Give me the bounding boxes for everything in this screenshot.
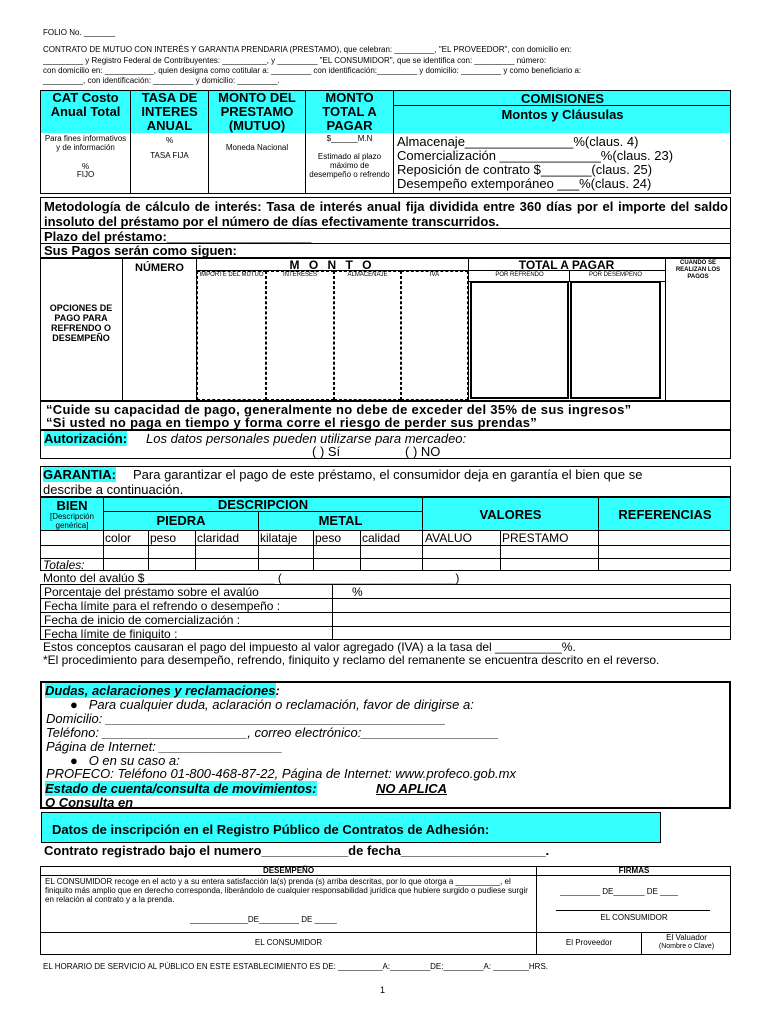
bien-header: BIEN	[56, 498, 88, 513]
col-avaluo: AVALUO	[425, 531, 472, 545]
porcentaje-pct: %	[352, 585, 363, 599]
comisiones-title: COMISIONES	[520, 91, 605, 106]
warning-capacidad: “Cuide su capacidad de pago, generalmente no debe de exceder del 35% de sus ingresos”	[46, 402, 632, 417]
por-refrendo: POR REFRENDO	[495, 272, 544, 278]
col-claridad: claridad	[197, 531, 240, 545]
totales-label: Totales:	[43, 558, 85, 572]
dudas-pagina: Página de Internet: _________________	[46, 739, 283, 754]
tasa-pct: %	[165, 136, 174, 145]
dudas-title: Dudas, aclaraciones y reclamaciones	[45, 683, 276, 698]
tasa-title: TASA DE INTERES ANUAL	[141, 90, 198, 133]
autorizacion-si[interactable]: ( ) Sí	[312, 444, 341, 459]
fecha-inicio-comercializacion: Fecha de inicio de comercialización :	[44, 613, 241, 627]
comision-reposicion: Reposición de contrato $_______(claus. 25)	[397, 162, 653, 177]
comision-desempeno: Desempeño extemporáneo ___%(claus. 24)	[397, 176, 652, 191]
bien-sub: [Descripción genérica]	[49, 512, 94, 530]
contract-line-3: con domicilio en: ___________, quien designa como cotitular a: _________ con identificación:_________ y domicilio: _________ y como beneficiario a:	[43, 66, 582, 75]
contrato-registrado: Contrato registrado bajo el numero____________de fecha____________________.	[44, 843, 550, 858]
porcentaje-prestamo: Porcentaje del préstamo sobre el avalúo	[44, 585, 259, 599]
contract-line-2: _________ y Registro Federal de Contribuyentes: __________, y _________ "EL CONSUMIDOR", que se identifica con: _________ número:	[43, 56, 547, 65]
sub-importe: IMPORTE DEL MUTUO	[199, 272, 264, 278]
total-mn: $______M.N	[326, 134, 373, 143]
dudas-domicilio: Domicilio: _______________________________________________	[46, 711, 446, 726]
col-calidad: calidad	[362, 531, 401, 545]
sub-almacenaje: ALMACENAJE	[347, 272, 388, 278]
por-refrendo-column	[470, 281, 569, 399]
registro-title: Datos de inscripción en el Registro Público de Contratos de Adhesión:	[52, 822, 490, 837]
cuando-pagos: CUANDO SE REALIZAN LOS PAGOS	[675, 260, 721, 280]
col-color: color	[105, 531, 132, 545]
firmas-header: FIRMAS	[618, 866, 650, 875]
firma-el-valuador: El Valuador	[666, 933, 707, 942]
garantia-label: GARANTIA:	[43, 467, 116, 482]
garantia-text-2: describe a continuación.	[43, 482, 184, 497]
autorizacion-label: Autorización:	[44, 431, 128, 446]
metal-header: METAL	[318, 513, 363, 528]
no-aplica: NO APLICA	[376, 781, 448, 796]
total-title: MONTO TOTAL A PAGAR	[322, 90, 377, 133]
dudas-colon: :	[275, 683, 280, 698]
valores-header: VALORES	[479, 507, 542, 522]
comision-comercializacion: Comercialización ______________%(claus. 23)	[397, 148, 674, 163]
referencias-header: REFERENCIAS	[618, 507, 712, 522]
monto-avaluo: Monto del avalúo $ ___________________ (__________________________)	[43, 571, 460, 585]
firma-el-proveedor: El Proveedor	[565, 938, 613, 947]
descripcion-header: DESCRIPCION	[217, 497, 309, 512]
consulta-en: O Consulta en_________________	[45, 795, 257, 810]
autorizacion-text: Los datos personales pueden utilizarse para mercadeo:	[146, 431, 467, 446]
comisiones-sub: Montos y Cláusulas	[501, 107, 624, 122]
desempeno-text: EL CONSUMIDOR recoge en el acto y a su entera satisfacción la(s) prenda (s) arriba descritas, por lo que otorga a __________, el finiquito más amplio que en derecho corresponda, liberándolo de cualquier responsabilidad jurídica que hubiere surgido o pudiese surgir en relación al contrato y a la prenda.	[45, 877, 528, 904]
nombre-clave: (Nombre o Clave)	[658, 943, 715, 950]
cat-pct: %	[81, 162, 90, 171]
dudas-telefono: Teléfono: ____________________, correo electrónico:___________________	[46, 725, 499, 740]
plazo: Plazo del préstamo:____________________	[44, 229, 312, 244]
col-prestamo: PRESTAMO	[502, 531, 569, 545]
warning-prendas: “Si usted no paga en tiempo y forma corre el riesgo de perder sus prendas”	[46, 415, 538, 430]
dudas-bullet-1-text: Para cualquier duda, aclaración o reclamación, favor de dirigirse a:	[88, 697, 474, 712]
monto-title: MONTO DEL PRESTAMO (MUTUO)	[218, 90, 296, 133]
cat-note: Para fines informativos y de información	[44, 134, 127, 152]
por-desempeno: POR DESEMPEÑO	[588, 272, 642, 278]
metodologia: Metodología de cálculo de interés: Tasa de interés anual fija dividida entre 360 días por el importe del saldo insoluto del préstamo por el número de días efectivamente transcurridos.	[44, 199, 728, 229]
desempeno-header: DESEMPEÑO	[262, 866, 315, 875]
col-peso-metal: peso	[315, 531, 342, 545]
fecha-limite-finiquito: Fecha límite de finiquito :	[44, 627, 178, 641]
tasa-fija: TASA FIJA	[150, 151, 189, 160]
folio: FOLIO No. _______	[43, 28, 116, 37]
por-desempeno-column	[570, 281, 661, 399]
profeco-text: PROFECO: Teléfono 01-800-468-87-22, Página de Internet: www.profeco.gob.mx	[46, 766, 516, 781]
firma-el-consumidor: EL CONSUMIDOR	[600, 913, 668, 922]
contract-line-4: _________, con identificación: _________ y domicilio: _________.	[43, 76, 280, 85]
dudas-bullet-1: ● Para cualquier duda, aclaración o reclamación, favor de dirigirse a:	[70, 697, 474, 712]
col-kilataje: kilataje	[260, 531, 298, 545]
pagos-title: Sus Pagos serán como siguen:	[44, 243, 237, 258]
cat-title: CAT Costo Anual Total	[50, 90, 121, 119]
monto-header: M O N T O	[289, 258, 375, 272]
col-peso-piedra: peso	[150, 531, 177, 545]
monto-nota: Moneda Nacional	[225, 143, 289, 152]
fecha-limite-refrendo: Fecha límite para el refrendo o desempeño :	[44, 599, 281, 613]
iva-text: Estos conceptos causaran el pago del impuesto al valor agregado (IVA) a la tasa del __________%.	[43, 640, 576, 654]
sub-iva: IVA	[429, 272, 440, 278]
dudas-bullet-2-text: O en su caso a:	[88, 753, 180, 768]
numero-header: NÚMERO	[135, 262, 184, 274]
procedimiento-text: *El procedimiento para desempeño, refrendo, finiquito y reclamo del remanente se encuentra descrito en el reverso.	[43, 653, 660, 667]
dudas-title-wrap	[45, 683, 280, 698]
cat-fijo: FIJO	[76, 170, 95, 179]
total-nota: Estimado al plazo máximo de desempeño o refrendo	[309, 152, 390, 179]
contract-line-1: CONTRATO DE MUTUO CON INTERÉS Y GARANTIA PRENDARIA (PRESTAMO), que celebran: _________, "EL PROVEEDOR", con domicilio en:	[43, 45, 572, 54]
sub-intereses: INTERESES	[282, 272, 317, 278]
page-number: 1	[380, 985, 386, 995]
total-a-pagar-header: TOTAL A PAGAR	[518, 258, 615, 272]
opciones-pago: OPCIONES DE PAGO PARA REFRENDO O DESEMPEÑO	[49, 303, 113, 343]
desempeno-fecha: _____________DE_________ DE _____	[190, 915, 337, 924]
firmas-fecha: _________ DE_______ DE ____	[560, 887, 678, 896]
dudas-bullet-2: ● O en su caso a:	[70, 753, 180, 768]
garantia-text-1: Para garantizar el pago de este préstamo, el consumidor deja en garantía el bien que se	[133, 467, 643, 482]
desempeno-el-consumidor: EL CONSUMIDOR	[254, 938, 323, 947]
horario: EL HORARIO DE SERVICIO AL PÚBLICO EN ESTE ESTABLECIMIENTO ES DE: __________A:_________DE:_________A: ________HRS.	[43, 962, 549, 971]
estado-cuenta: Estado de cuenta/consulta de movimientos:	[45, 781, 317, 796]
piedra-header: PIEDRA	[156, 513, 206, 528]
comision-almacenaje: Almacenaje_______________%(claus. 4)	[397, 134, 639, 149]
autorizacion-no[interactable]: ( ) NO	[405, 444, 441, 459]
